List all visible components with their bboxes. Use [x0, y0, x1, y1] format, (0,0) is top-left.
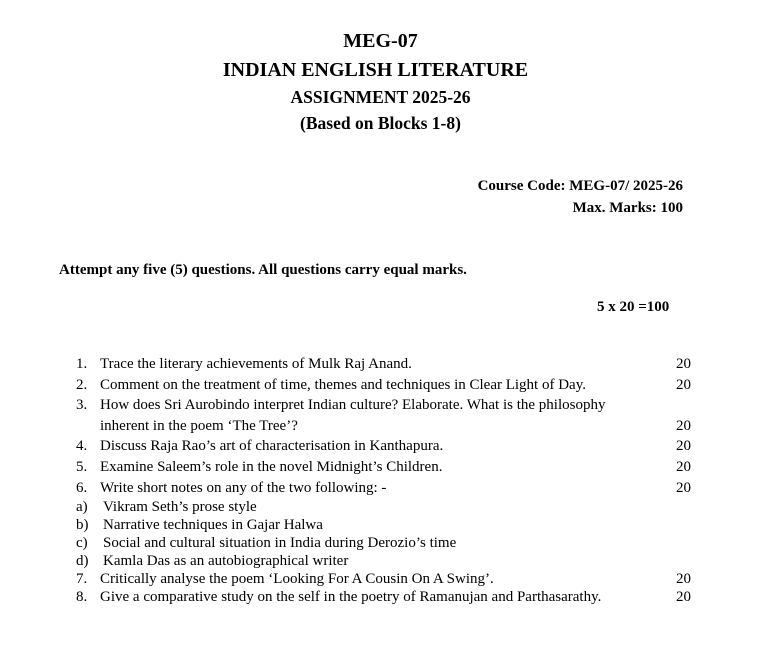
sub-item-letter: c) — [76, 535, 88, 552]
question-row — [0, 570, 761, 588]
instructions-text: Attempt any five (5) questions. All questions carry equal marks. — [59, 262, 467, 278]
sub-item-row — [0, 552, 761, 570]
sub-item-text: Vikram Seth’s prose style — [103, 499, 257, 516]
question-row — [0, 457, 761, 478]
question-marks: 20 — [676, 458, 691, 475]
question-row — [0, 354, 761, 375]
question-text: Comment on the treatment of time, themes and techniques in Clear Light of Day. — [100, 376, 586, 393]
sub-item-letter: a) — [76, 499, 88, 516]
question-marks: 20 — [676, 479, 691, 496]
question-marks: 20 — [676, 571, 691, 588]
sub-item-letter: d) — [76, 553, 89, 570]
question-marks: 20 — [676, 589, 691, 606]
question-number: 5. — [76, 458, 88, 475]
max-marks-line: Max. Marks: 100 — [572, 200, 683, 216]
question-number: 4. — [76, 438, 88, 455]
question-text: Critically analyse the poem ‘Looking For A Cousin On A Swing’. — [100, 571, 494, 588]
question-number: 1. — [76, 356, 88, 372]
question-text: Give a comparative study on the self in the poetry of Ramanujan and Parthasarathy. — [100, 589, 602, 606]
question-marks: 20 — [676, 376, 691, 393]
question-list — [0, 354, 761, 606]
question-row — [0, 395, 761, 416]
question-row — [0, 375, 761, 396]
question-number: 8. — [76, 589, 88, 606]
question-text: How does Sri Aurobindo interpret Indian culture? Elaborate. What is the philosophy — [100, 397, 606, 414]
sub-item-text: Kamla Das as an autobiographical writer — [103, 553, 349, 570]
question-text: Write short notes on any of the two following: - — [100, 479, 387, 496]
course-code-line: Course Code: MEG-07/ 2025-26 — [477, 178, 683, 194]
sub-item-row — [0, 534, 761, 552]
sub-item-row — [0, 498, 761, 516]
question-text: Discuss Raja Rao’s art of characterisation in Kanthapura. — [100, 438, 444, 455]
question-number: 7. — [76, 571, 88, 588]
sub-item-text: Narrative techniques in Gajar Halwa — [103, 517, 323, 534]
question-number: 2. — [76, 376, 88, 393]
question-row — [0, 436, 761, 457]
question-marks: 20 — [676, 417, 691, 434]
blocks-heading: (Based on Blocks 1-8) — [300, 113, 461, 133]
course-code-heading: MEG-07 — [343, 30, 418, 52]
question-marks: 20 — [676, 438, 691, 455]
question-number: 3. — [76, 397, 88, 414]
question-row — [0, 478, 761, 499]
question-text: Trace the literary achievements of Mulk Raj Anand. — [100, 356, 412, 372]
course-title-heading: INDIAN ENGLISH LITERATURE — [222, 59, 529, 81]
sub-item-letter: b) — [76, 517, 89, 534]
sub-item-text: Social and cultural situation in India during Derozio’s time — [103, 535, 457, 552]
question-row-continuation — [0, 416, 761, 437]
question-text: Examine Saleem’s role in the novel Midnight’s Children. — [100, 458, 443, 475]
question-text-continuation: inherent in the poem ‘The Tree’? — [100, 417, 298, 434]
question-number: 6. — [76, 479, 88, 496]
question-row — [0, 588, 761, 606]
sub-item-row — [0, 516, 761, 534]
assignment-heading: ASSIGNMENT 2025-26 — [290, 87, 471, 107]
question-marks: 20 — [676, 356, 691, 372]
total-marks-text: 5 x 20 =100 — [597, 299, 670, 315]
